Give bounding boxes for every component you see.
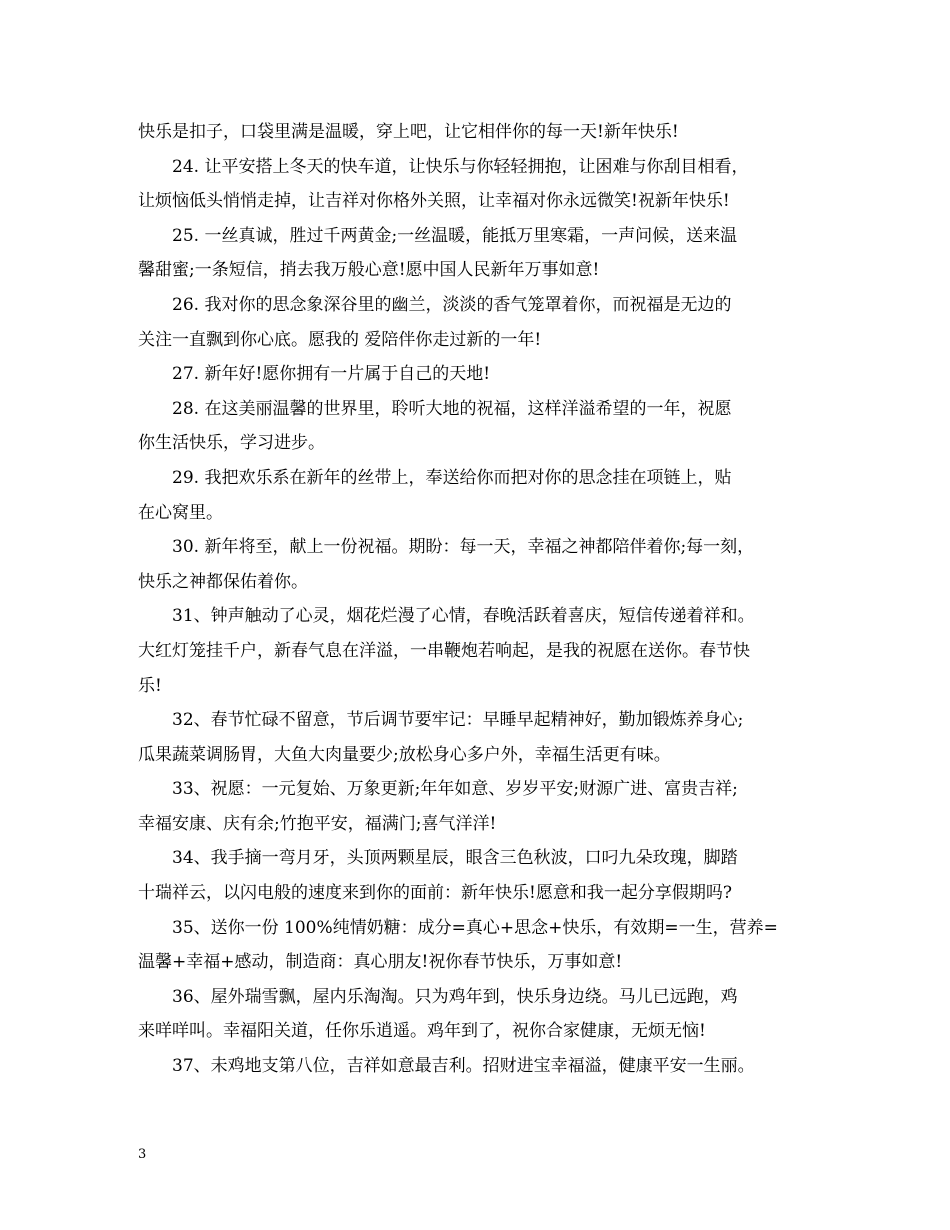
- text-line: 快乐是扣子，口袋里满是温暖，穿上吧，让它相伴你的每一天!新年快乐!: [138, 122, 679, 142]
- text-line: 温馨+幸福+感动，制造商：真心朋友!祝你春节快乐，万事如意!: [138, 952, 623, 973]
- text-line: 来咩咩叫。幸福阳关道，任你乐逍遥。鸡年到了，祝你合家健康，无烦无恼!: [138, 1021, 706, 1042]
- text-line: 25. 一丝真诚，胜过千两黄金;一丝温暖，能抵万里寒霜，一声问候，送来温: [172, 225, 738, 246]
- text-line: 瓜果蔬菜调肠胃，大鱼大肉量要少;放松身心多户外，幸福生活更有味。: [138, 744, 671, 765]
- text-line: 乐!: [138, 675, 162, 696]
- text-line: 幸福安康、庆有余;竹抱平安，福满门;喜气洋洋!: [138, 813, 497, 834]
- text-line: 馨甜蜜;一条短信，捎去我万般心意!愿中国人民新年万事如意!: [138, 260, 600, 281]
- text-line: 24. 让平安搭上冬天的快车道，让快乐与你轻轻拥抱，让困难与你刮目相看，: [172, 156, 749, 177]
- text-line: 32、春节忙碌不留意，节后调节要牢记：早睡早起精神好，勤加锻炼养身心;: [172, 710, 744, 731]
- text-line: 28. 在这美丽温馨的世界里，聆听大地的祝福，这样洋溢希望的一年，祝愿: [172, 398, 732, 419]
- page-number: 3: [138, 1147, 147, 1162]
- text-line: 35、送你一份 100%纯情奶糖：成分=真心+思念+快乐，有效期=一生，营养=: [172, 917, 778, 938]
- text-line: 让烦恼低头悄悄走掉，让吉祥对你格外关照，让幸福对你永远微笑!祝新年快乐!: [138, 191, 730, 212]
- text-line: 大红灯笼挂千户，新春气息在洋溢，一串鞭炮若响起，是我的祝愿在送你。春节快: [138, 640, 750, 661]
- text-line: 37、未鸡地支第八位，吉祥如意最吉利。招财进宝幸福溢，健康平安一生丽。: [172, 1056, 755, 1077]
- document-body: [138, 115, 828, 1084]
- text-line: 30. 新年将至，献上一份祝福。期盼：每一天，幸福之神都陪伴着你;每一刻，: [172, 537, 755, 558]
- text-line: 27. 新年好!愿你拥有一片属于自己的天地!: [172, 364, 491, 385]
- text-line: 31、钟声触动了心灵，烟花烂漫了心情，春晚活跃着喜庆，短信传递着祥和。: [172, 606, 755, 627]
- text-line: 33、祝愿：一元复始、万象更新;年年如意、岁岁平安;财源广进、富贵吉祥;: [172, 779, 738, 800]
- text-line: 36、屋外瑞雪飘，屋内乐淘淘。只为鸡年到，快乐身边绕。马儿已远跑，鸡: [172, 986, 738, 1007]
- text-line: 快乐之神都保佑着你。: [138, 571, 308, 592]
- text-line: 十瑞祥云，以闪电般的速度来到你的面前：新年快乐!愿意和我一起分享假期吗?: [138, 883, 732, 904]
- text-line: 在心窝里。: [138, 502, 223, 523]
- text-line: 34、我手摘一弯月牙，头顶两颗星辰，眼含三色秋波，口叼九朵玫瑰，脚踏: [172, 848, 738, 869]
- text-line: 26. 我对你的思念象深谷里的幽兰，淡淡的香气笼罩着你，而祝福是无边的: [172, 294, 732, 315]
- text-line: 29. 我把欢乐系在新年的丝带上，奉送给你而把对你的思念挂在项链上，贴: [172, 467, 732, 488]
- text-line: 你生活快乐，学习进步。: [138, 433, 325, 454]
- text-line: 关注一直飘到你心底。愿我的 爱陪伴你走过新的一年!: [138, 329, 542, 350]
